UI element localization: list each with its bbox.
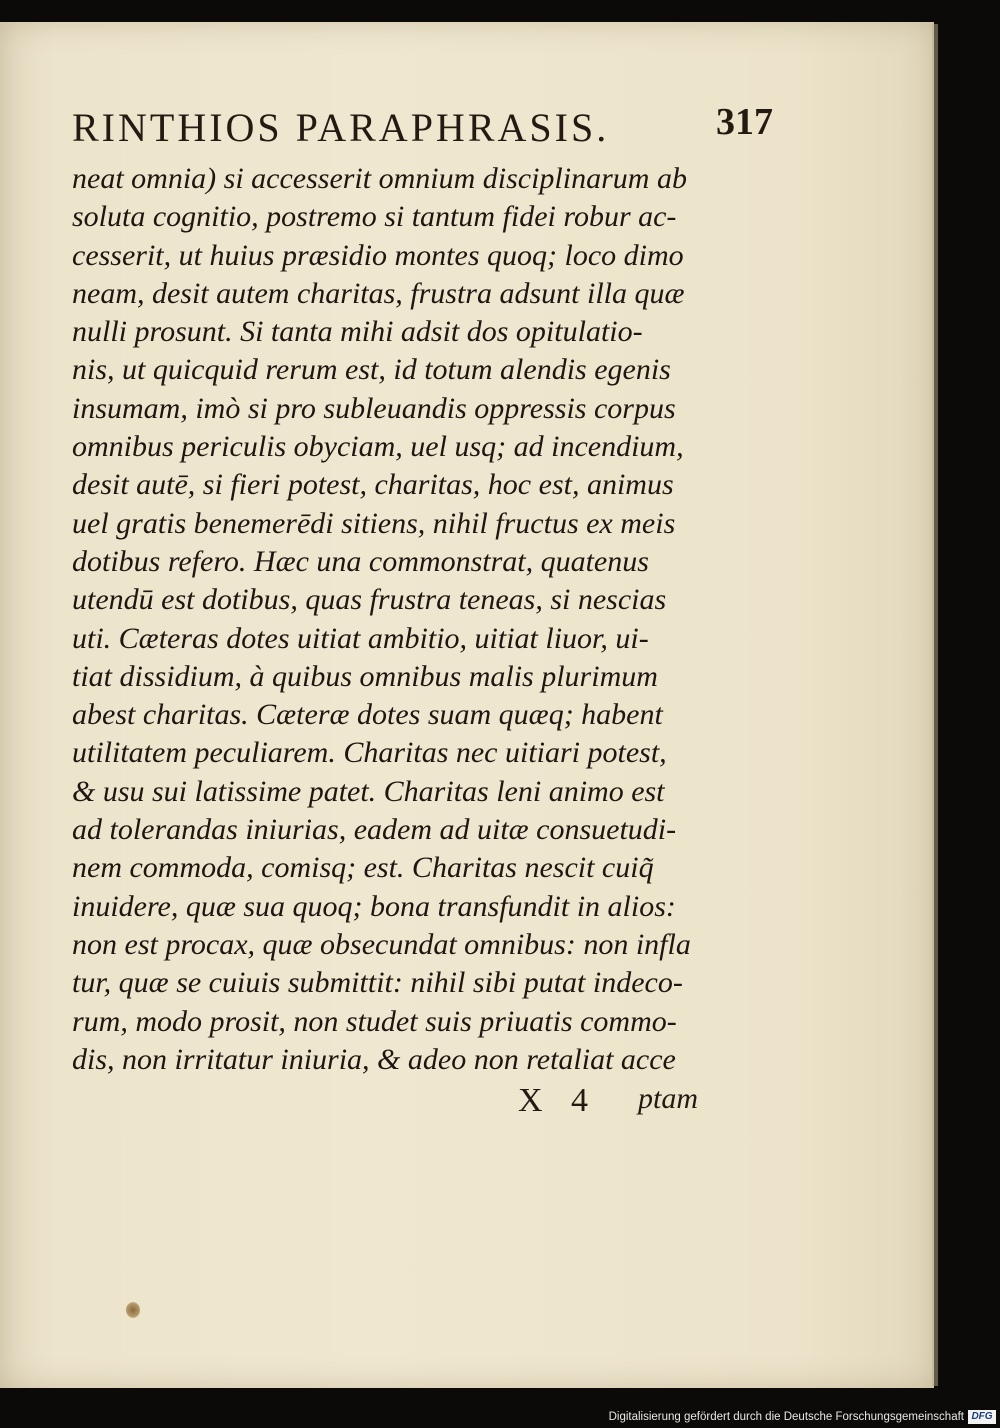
dfg-logo-icon: DFG: [968, 1410, 996, 1424]
text-line: rum, modo prosit, non studet suis priuatis commo-: [72, 1004, 677, 1038]
text-line: tiat dissidium, à quibus omnibus malis plurimum: [72, 659, 658, 693]
text-line: dotibus refero. Hæc una commonstrat, quatenus: [72, 544, 649, 578]
text-line: nulli prosunt. Si tanta mihi adsit dos opitulatio-: [72, 315, 643, 349]
text-line: nis, ut quicquid rerum est, id totum alendis egenis: [72, 353, 671, 387]
text-line: soluta cognitio, postremo si tantum fidei robur ac-: [72, 200, 677, 234]
text-line: utendū est dotibus, quas frustra teneas, si nescias: [72, 583, 667, 617]
text-line: desit autē, si fieri potest, charitas, hoc est, animus: [72, 468, 674, 502]
text-line: ad tolerandas iniurias, eadem ad uitæ consuetudi-: [72, 813, 677, 847]
signature-mark: X 4: [518, 1082, 599, 1119]
text-line: nem commoda, comisq; est. Charitas nescit cuiq̃: [72, 851, 654, 885]
text-line: & usu sui latissime patet. Charitas leni animo est: [72, 774, 665, 808]
text-line: neam, desit autem charitas, frustra adsunt illa quæ: [72, 276, 685, 310]
text-line: inuidere, quæ sua quoq; bona transfundit in alios:: [72, 889, 676, 923]
body-text: [72, 160, 712, 1080]
text-line: insumam, imò si pro subleuandis oppressis corpus: [72, 391, 676, 425]
catchword: ptam: [638, 1082, 698, 1115]
text-line: cesserit, ut huius præsidio montes quoq; loco dimo: [72, 238, 684, 272]
text-line: non est procax, quæ obsecundat omnibus: non infla: [72, 927, 691, 961]
text-line: omnibus periculis obyciam, uel usq; ad incendium,: [72, 430, 684, 464]
text-line: neat omnia) si accesserit omnium disciplinarum ab: [72, 162, 687, 195]
text-line: utilitatem peculiarem. Charitas nec uitiari potest,: [72, 736, 667, 770]
text-line: tur, quæ se cuiuis submittit: nihil sibi putat indeco-: [72, 966, 683, 1000]
page-number: 317: [716, 101, 773, 143]
ink-stain: [126, 1302, 140, 1318]
text-line: dis, non irritatur iniuria, & adeo non retaliat acce: [72, 1042, 676, 1076]
page-edge: [932, 24, 938, 1386]
text-line: abest charitas. Cæteræ dotes suam quæq; habent: [72, 698, 663, 732]
text-line: uel gratis benemerēdi sitiens, nihil fructus ex meis: [72, 506, 676, 540]
digitization-credit: Digitalisierung gefördert durch die Deutsche Forschungsgemeinschaft: [608, 1411, 964, 1423]
text-line: uti. Cæteras dotes uitiat ambitio, uitiat liuor, ui-: [72, 621, 649, 655]
running-head: RINTHIOS PARAPHRASIS.: [72, 105, 610, 150]
